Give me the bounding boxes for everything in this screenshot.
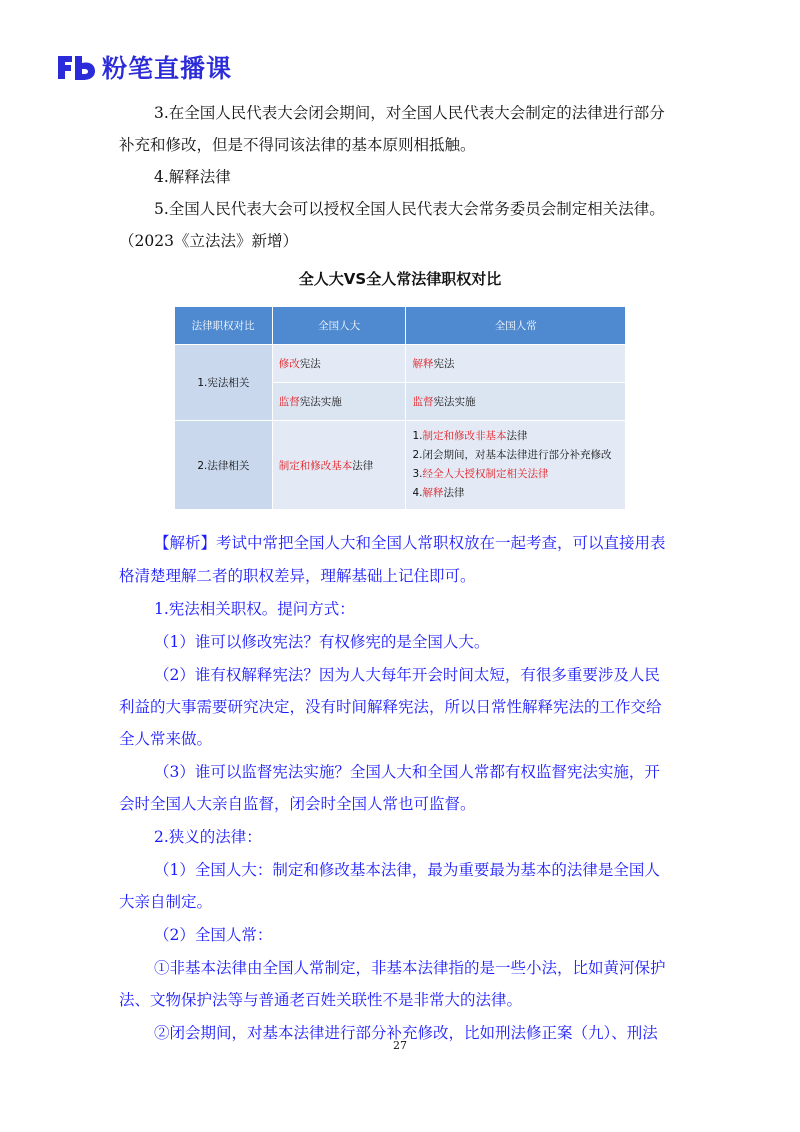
row-label: 2.法律相关 — [175, 421, 273, 510]
item3-line1: 3.在全国人民代表大会闭会期间，对全国人民代表大会制定的法律进行部分 — [154, 104, 665, 122]
table-cell — [406, 421, 626, 510]
table-row — [175, 345, 626, 383]
analysis-line1: 【解析】考试中常把全国人大和全国人常职权放在一起考查，可以直接用表 — [154, 534, 666, 552]
question3-line2: 会时全国人大亲自监督，闭会时全国人常也可监督。 — [119, 795, 476, 813]
header-cell: 法律职权对比 — [175, 307, 273, 345]
analysis-tag: 【解析】 — [154, 534, 217, 552]
brand-name: 粉笔直播课 — [102, 54, 233, 83]
table-header-row — [175, 307, 626, 345]
npc-line2: 大亲自制定。 — [119, 893, 213, 911]
table-cell: 制定和修改基本法律 — [272, 421, 406, 510]
brand-logo — [56, 50, 232, 84]
item5: 5.全国人民代表大会可以授权全国人民代表大会常务委员会制定相关法律。 — [154, 200, 665, 218]
npcsc-heading: （2）全国人常： — [154, 926, 273, 944]
question1: （1）谁可以修改宪法？有权修宪的是全国人大。 — [154, 633, 490, 651]
section1-heading: 1.宪法相关职权。提问方式： — [154, 600, 355, 618]
table-cell: 监督宪法实施 — [272, 383, 406, 421]
item4: 4.解释法律 — [154, 168, 231, 186]
question2-line2: 利益的大事需要研究决定，没有时间解释宪法，所以日常性解释宪法的工作交给 — [119, 698, 662, 716]
fenbi-fb-logo-icon — [56, 52, 96, 82]
legislation-note: （2023《立法法》新增） — [119, 232, 298, 250]
section2-heading: 2.狭义的法律： — [154, 828, 262, 846]
npc-line1: （1）全国人大：制定和修改基本法律，最为重要最为基本的法律是全国人 — [154, 861, 660, 879]
table-cell: 解释宪法 — [406, 345, 626, 383]
page-number: 27 — [393, 1039, 407, 1052]
row-label: 1.宪法相关 — [175, 345, 273, 421]
item3-line2: 补充和修改，但是不得同该法律的基本原则相抵触。 — [119, 136, 476, 154]
question2-line1: （2）谁有权解释宪法？因为人大每年开会时间太短，有很多重要涉及人民 — [154, 666, 660, 684]
comparison-table — [174, 307, 626, 510]
table-row — [175, 421, 626, 510]
table-cell: 修改宪法 — [272, 345, 406, 383]
table-cell: 监督宪法实施 — [406, 383, 626, 421]
list-item: 1.制定和修改非基本法律 — [412, 430, 528, 442]
list-item: 4.解释法律 — [412, 487, 465, 499]
circled1-line2: 法、文物保护法等与普通老百姓关联性不是非常大的法律。 — [119, 991, 523, 1009]
circled2-line1: ②闭会期间，对基本法律进行部分补充修改，比如刑法修正案（九）、刑法 — [154, 1024, 658, 1042]
list-item: 2.闭会期间，对基本法律进行部分补充修改 — [412, 449, 612, 461]
analysis-line2: 格清楚理解二者的职权差异，理解基础上记住即可。 — [119, 567, 476, 585]
list-item: 3.经全人大授权制定相关法律 — [412, 468, 549, 480]
header-cell: 全国人常 — [406, 307, 626, 345]
table-title: 全人大VS全人常法律职权对比 — [298, 270, 502, 288]
header-cell: 全国人大 — [272, 307, 406, 345]
question3-line1: （3）谁可以监督宪法实施？全国人大和全国人常都有权监督宪法实施，开 — [154, 763, 660, 781]
circled1-line1: ①非基本法律由全国人常制定，非基本法律指的是一些小法，比如黄河保护 — [154, 959, 666, 977]
question2-line3: 全人常来做。 — [119, 730, 213, 748]
